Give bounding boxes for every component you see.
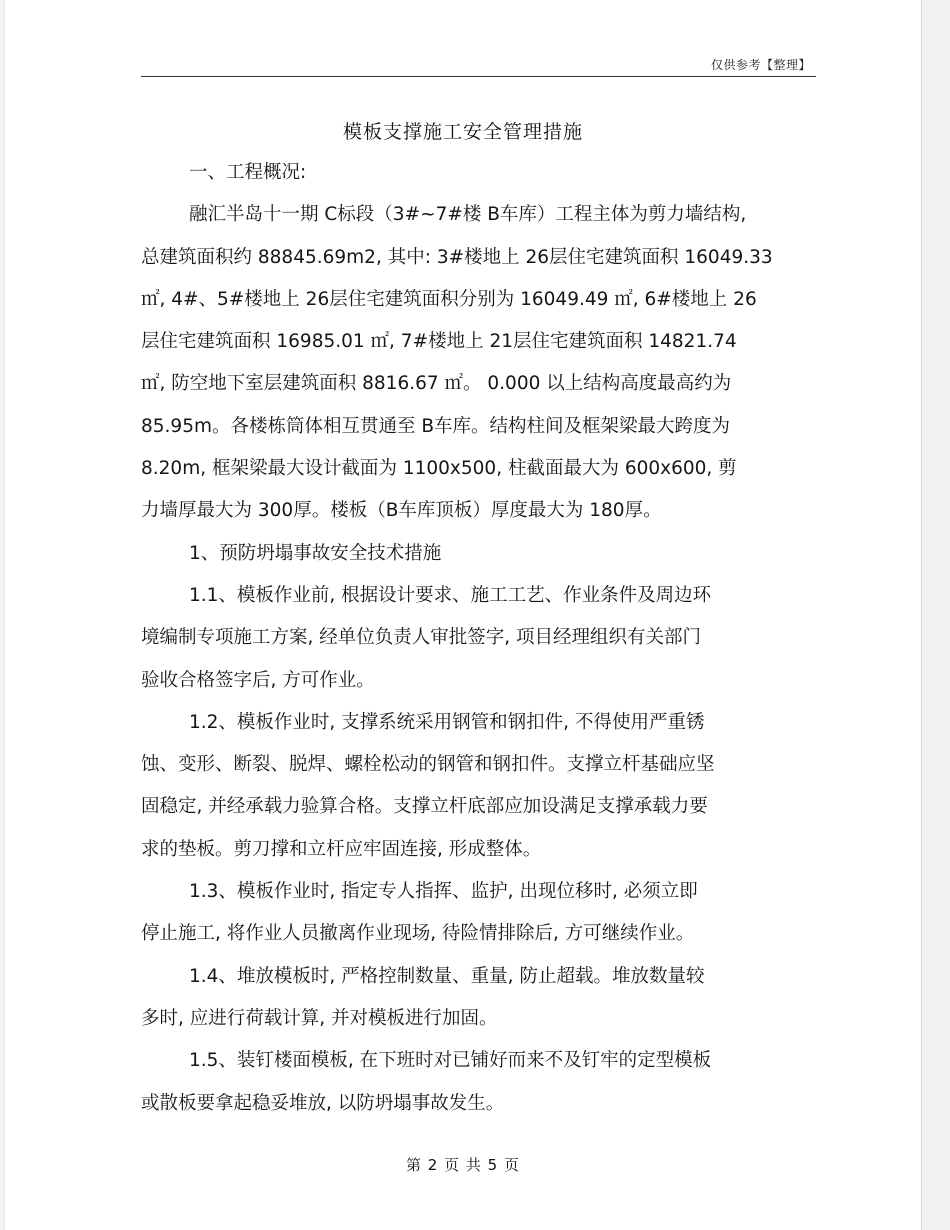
text-line: 验收合格签字后, 方可作业。 — [141, 669, 375, 691]
text-line: 力墙厚最大为 300厚。楼板（B车库顶板）厚度最大为 180厚。 — [141, 500, 662, 522]
document-title: 模板支撑施工安全管理措施 — [342, 121, 583, 143]
text-line: 层住宅建筑面积 16985.01 ㎡, 7#楼地上 21层住宅建筑面积 14821.74 — [141, 331, 737, 353]
subsection-heading: 1、预防坍塌事故安全技术措施 — [189, 542, 442, 564]
text-line: ㎡, 4#、5#楼地上 26层住宅建筑面积分别为 16049.49 ㎡, 6#楼地上 26 — [141, 288, 757, 310]
text-line: 或散板要拿起稳妥堆放, 以防坍塌事故发生。 — [141, 1092, 505, 1114]
document-page — [4, 0, 922, 1230]
text-line: 境编制专项施工方案, 经单位负责人审批签字, 项目经理组织有关部门 — [141, 627, 702, 649]
section-heading: 一、工程概况: — [189, 162, 307, 183]
text-line: ㎡, 防空地下室层建筑面积 8816.67 ㎡。 0.000 以上结构高度最高约为 — [141, 373, 732, 395]
text-line: 1.3、模板作业时, 指定专人指挥、监护, 出现位移时, 必须立即 — [189, 881, 698, 903]
text-line: 1.4、堆放模板时, 严格控制数量、重量, 防止超载。堆放数量较 — [189, 965, 705, 987]
text-line: 8.20m, 框架梁最大设计截面为 1100x500, 柱截面最大为 600x600, 剪 — [141, 458, 737, 480]
text-line: 固稳定, 并经承载力验算合格。支撑立杆底部应加设满足支撑承载力要 — [141, 796, 708, 818]
text-line: 1.2、模板作业时, 支撑系统采用钢管和钢扣件, 不得使用严重锈 — [189, 711, 705, 733]
text-line: 蚀、变形、断裂、脱焊、螺栓松动的钢管和钢扣件。支撑立杆基础应坚 — [141, 754, 715, 776]
text-line: 多时, 应进行荷载计算, 并对模板进行加固。 — [141, 1007, 498, 1029]
text-line: 总建筑面积约 88845.69m2, 其中: 3#楼地上 26层住宅建筑面积 16049.33 — [141, 246, 773, 268]
text-line: 求的垫板。剪刀撑和立杆应牢固连接, 形成整体。 — [141, 838, 542, 860]
page-number: 第 2 页 共 5 页 — [406, 1156, 520, 1174]
text-line: 1.5、装钉楼面模板, 在下班时对已铺好而来不及钉牢的定型模板 — [189, 1050, 712, 1072]
document-body — [141, 152, 821, 1125]
header-note: 仅供参考【整理】 — [710, 58, 811, 72]
text-line: 停止施工, 将作业人员撤离作业现场, 待险情排除后, 方可继续作业。 — [141, 923, 695, 945]
text-line: 1.1、模板作业前, 根据设计要求、施工工艺、作业条件及周边环 — [189, 584, 712, 606]
text-line: 85.95m。各楼栋筒体相互贯通至 B车库。结构柱间及框架梁最大跨度为 — [141, 415, 731, 437]
text-line: 融汇半岛十一期 C标段（3#~7#楼 B车库）工程主体为剪力墙结构, — [189, 204, 747, 226]
header-rule — [141, 76, 816, 77]
